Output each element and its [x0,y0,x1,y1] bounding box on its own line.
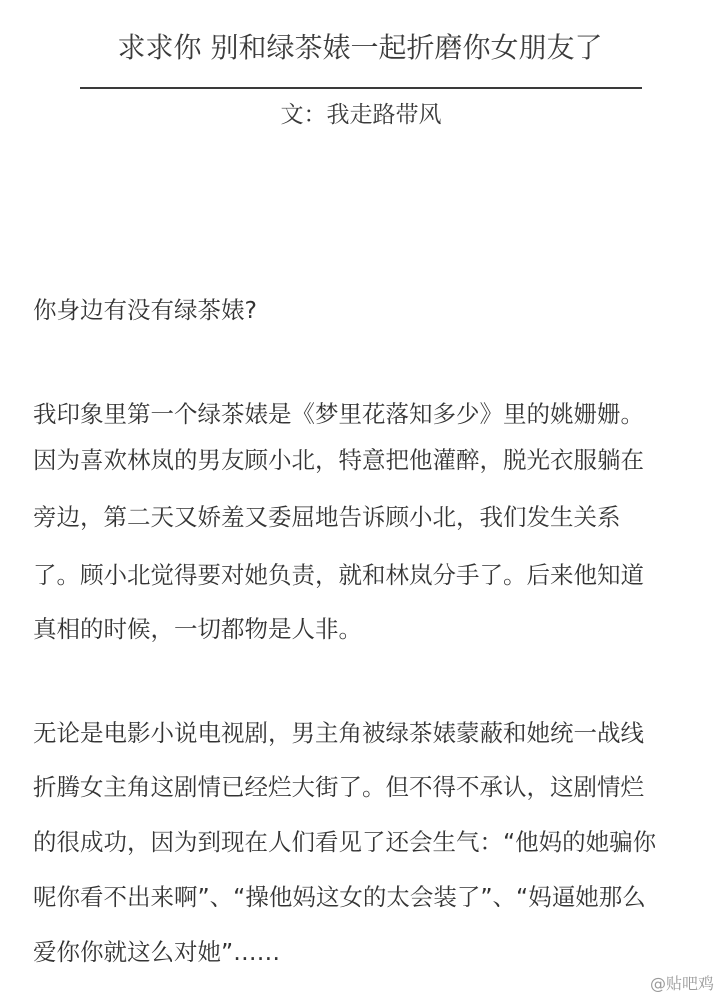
source-watermark: @贴吧鸡 [649,974,714,993]
paragraph-line: 你身边有没有绿茶婊? [33,296,257,324]
paragraph-line: 呢你看不出来啊”、“操他妈这女的太会装了”、“妈逼她那么 [33,883,646,911]
paragraph-line: 折腾女主角这剧情已经烂大街了。但不得不承认，这剧情烂 [33,773,644,801]
article-byline: 文：我走路带风 [280,102,442,128]
paragraph-line: 因为喜欢林岚的男友顾小北，特意把他灌醉，脱光衣服躺在 [33,446,644,474]
paragraph-line: 的很成功，因为到现在人们看见了还会生气：“他妈的她骗你 [33,828,657,856]
title-divider [80,87,642,89]
paragraph-line: 爱你你就这么对她”…… [33,938,281,966]
paragraph-line: 了。顾小北觉得要对她负责，就和林岚分手了。后来他知道 [33,561,644,589]
paragraph-line: 旁边，第二天又娇羞又委屈地告诉顾小北，我们发生关系 [33,503,621,531]
article-title: 求求你 别和绿茶婊一起折磨你女朋友了 [117,31,603,64]
paragraph-line: 无论是电影小说电视剧，男主角被绿茶婊蒙蔽和她统一战线 [33,719,644,747]
paragraph-line: 我印象里第一个绿茶婊是《梦里花落知多少》里的姚姗姗。 [33,400,644,428]
paragraph-line: 真相的时候，一切都物是人非。 [33,615,362,643]
